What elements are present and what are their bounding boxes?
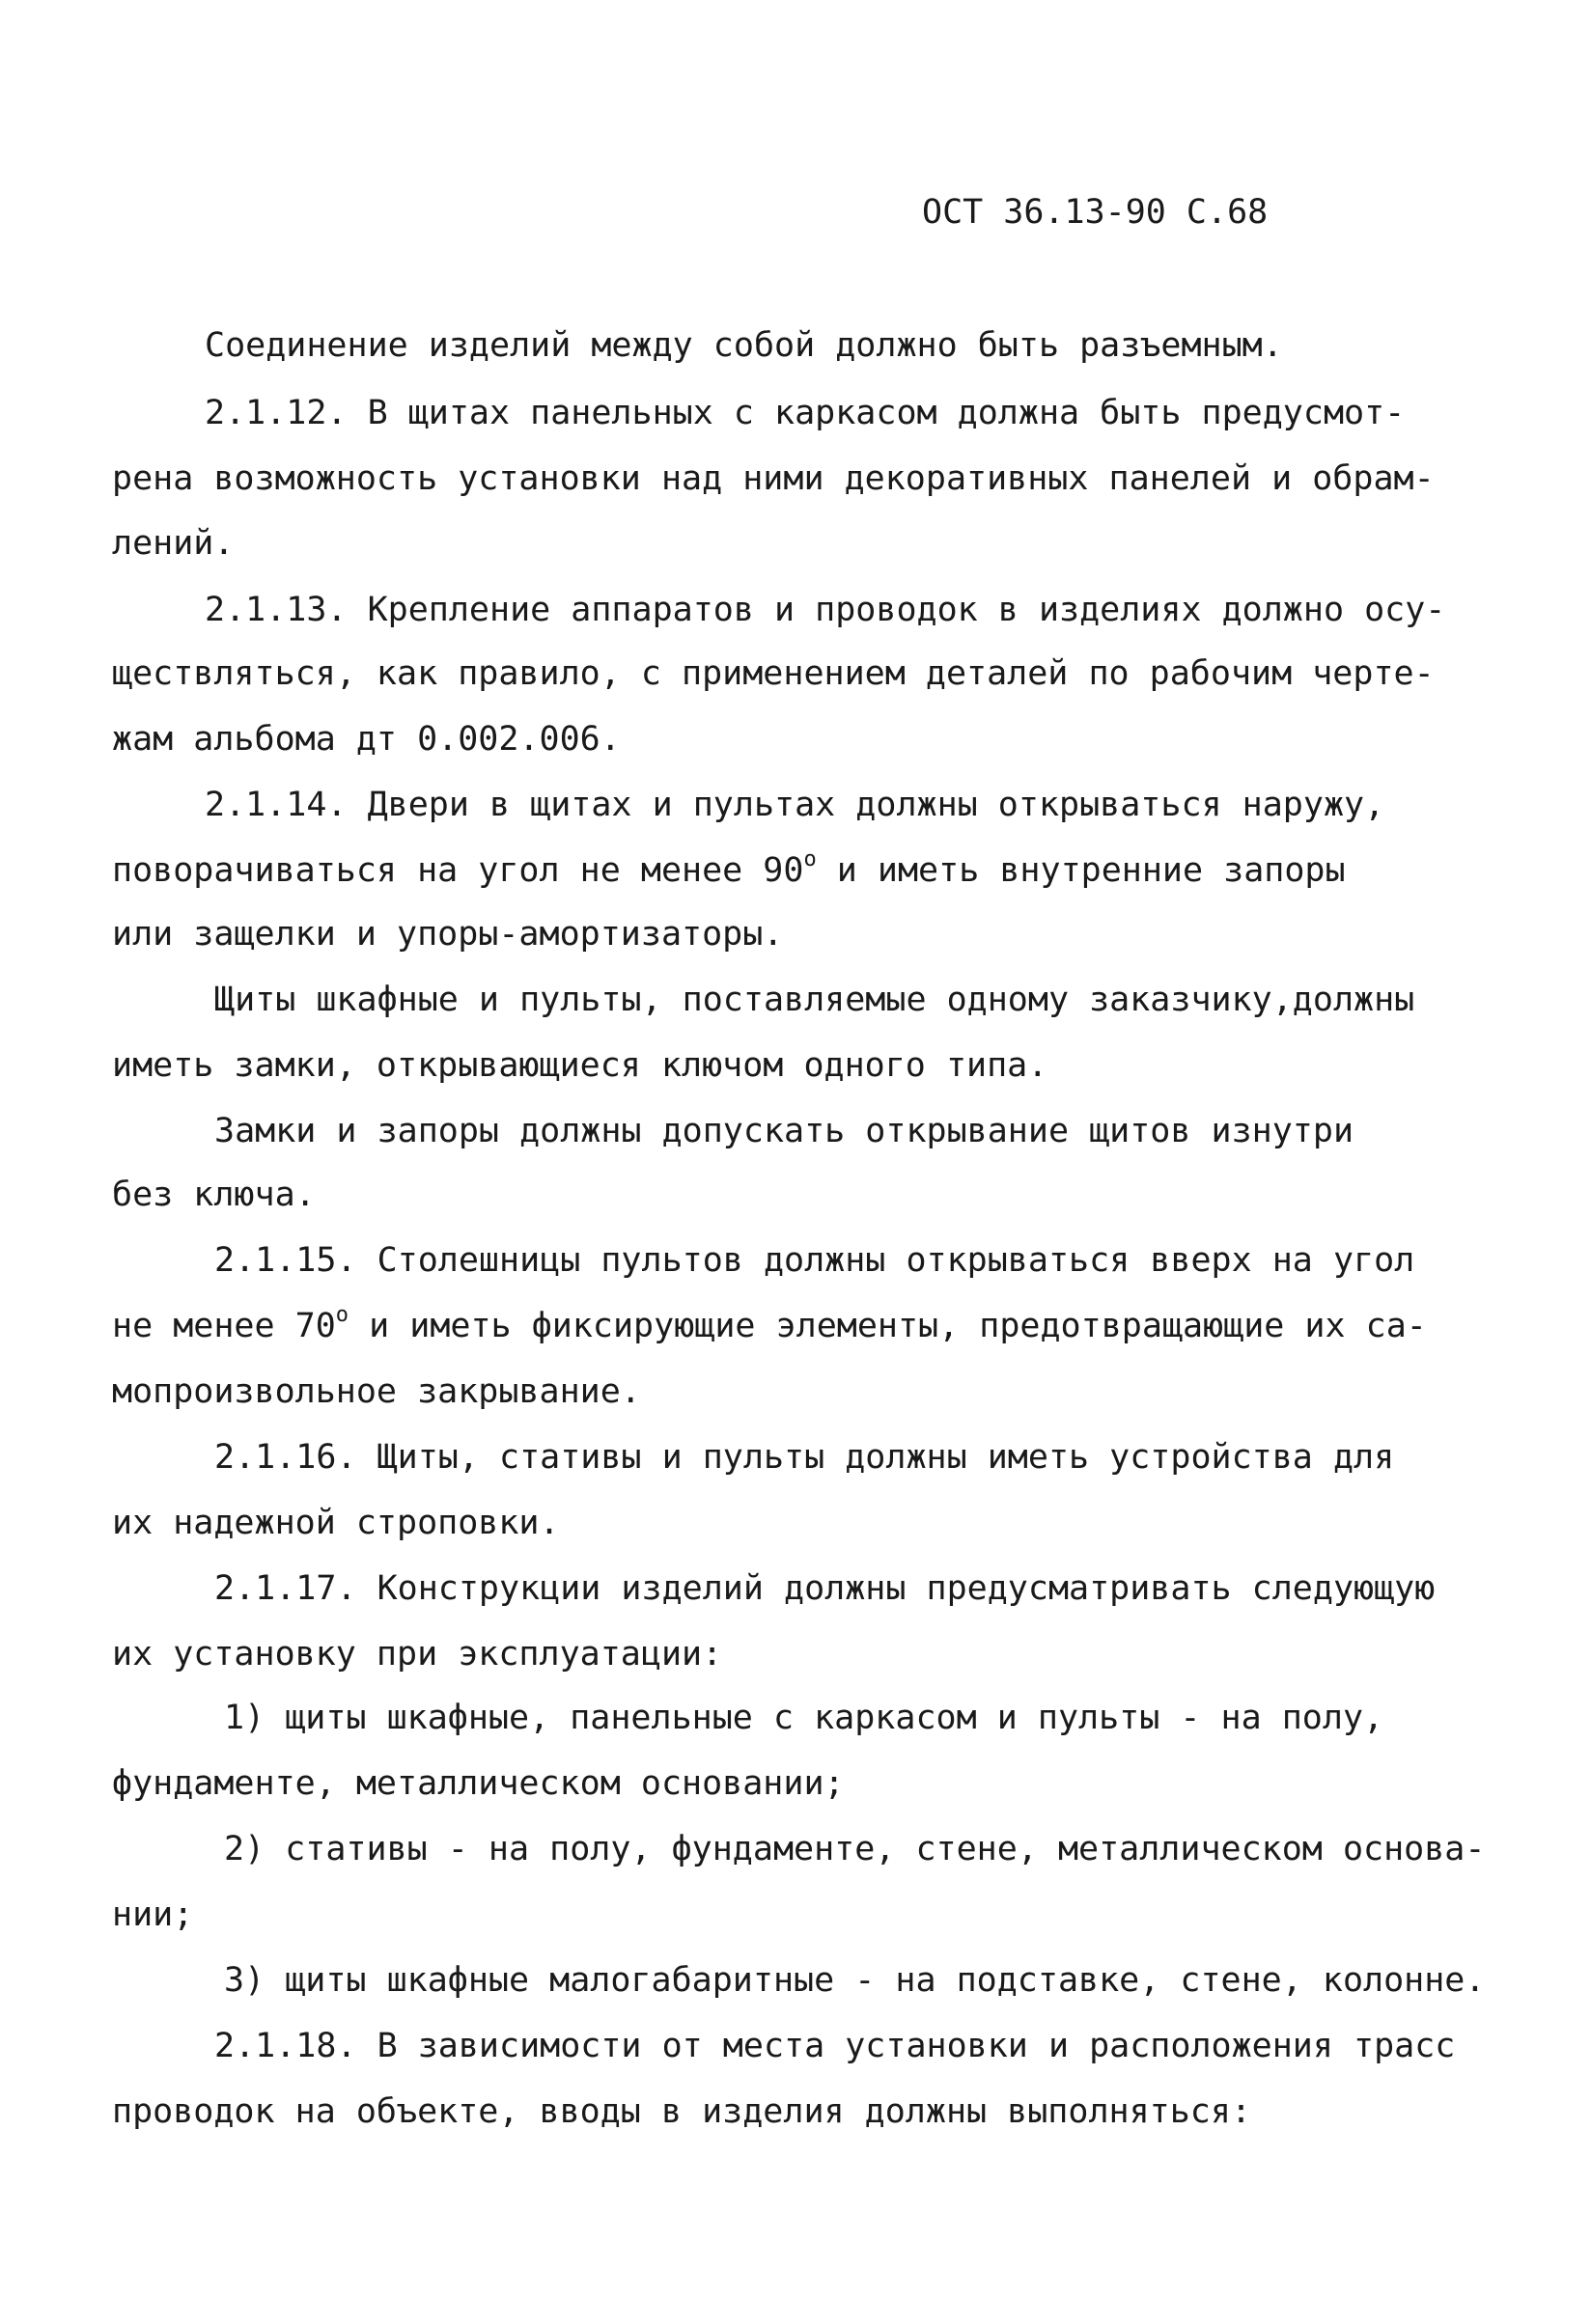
text-line: 2.1.18. В зависимости от места установки и расположения трасс	[214, 2027, 1456, 2065]
text-line: 2.1.15. Столешницы пультов должны открываться вверх на угол	[214, 1241, 1415, 1280]
text-line: рена возможность установки над ними декоративных панелей и обрам-	[112, 459, 1435, 498]
text-segment: и иметь внутренние запоры	[816, 851, 1346, 890]
text-line: 2.1.17. Конструкции изделий должны предусматривать следующую	[214, 1569, 1436, 1608]
text-line: 2.1.13. Крепление аппаратов и проводок в изделиях должно осу-	[205, 591, 1446, 629]
document-reference: ОСТ 36.13-90 С.68	[922, 193, 1269, 232]
text-line: нии;	[112, 1895, 194, 1934]
text-segment: поворачиваться на угол не менее 90	[112, 851, 804, 890]
text-line: ществляться, как правило, с применением деталей по рабочим черте-	[112, 654, 1435, 693]
text-line: фундаменте, металлическом основании;	[112, 1764, 845, 1803]
text-line: Замки и запоры должны допускать открывание щитов изнутри	[214, 1112, 1354, 1150]
text-line: 2.1.12. В щитах панельных с каркасом должна быть предусмот-	[205, 394, 1406, 432]
text-line: 3) щиты шкафные малогабаритные - на подставке, стене, колонне.	[224, 1961, 1486, 2000]
text-line: иметь замки, открывающиеся ключом одного типа.	[112, 1046, 1048, 1085]
text-line: лений.	[112, 524, 235, 563]
text-line: или защелки и упоры-амортизаторы.	[112, 915, 784, 954]
degree-superscript: о	[803, 847, 817, 872]
text-line: без ключа.	[112, 1176, 316, 1214]
text-line: Щиты шкафные и пульты, поставляемые одному заказчику,должны	[214, 981, 1415, 1019]
text-line: жам альбома дт 0.002.006.	[112, 720, 621, 759]
text-line: их надежной строповки.	[112, 1504, 560, 1542]
text-segment: не менее 70	[112, 1307, 336, 1345]
degree-superscript: о	[335, 1303, 349, 1327]
text-line: мопроизвольное закрывание.	[112, 1372, 641, 1411]
text-line: 2) стативы - на полу, фундаменте, стене, металлическом основа-	[224, 1830, 1486, 1868]
text-line: 2.1.16. Щиты, стативы и пульты должны иметь устройства для	[214, 1438, 1395, 1477]
text-line-angle-70	[112, 1305, 1427, 1347]
text-line-angle-90	[112, 849, 1346, 892]
text-line: 2.1.14. Двери в щитах и пультах должны открываться наружу,	[205, 786, 1385, 824]
text-line: проводок на объекте, вводы в изделия должны выполняться:	[112, 2092, 1252, 2131]
text-line: их установку при эксплуатации:	[112, 1635, 723, 1674]
text-segment: и иметь фиксирующие элементы, предотвращающие их са-	[349, 1307, 1427, 1345]
text-line: Соединение изделий между собой должно быть разъемным.	[205, 326, 1283, 365]
text-line: 1) щиты шкафные, панельные с каркасом и пульты - на полу,	[224, 1699, 1384, 1737]
